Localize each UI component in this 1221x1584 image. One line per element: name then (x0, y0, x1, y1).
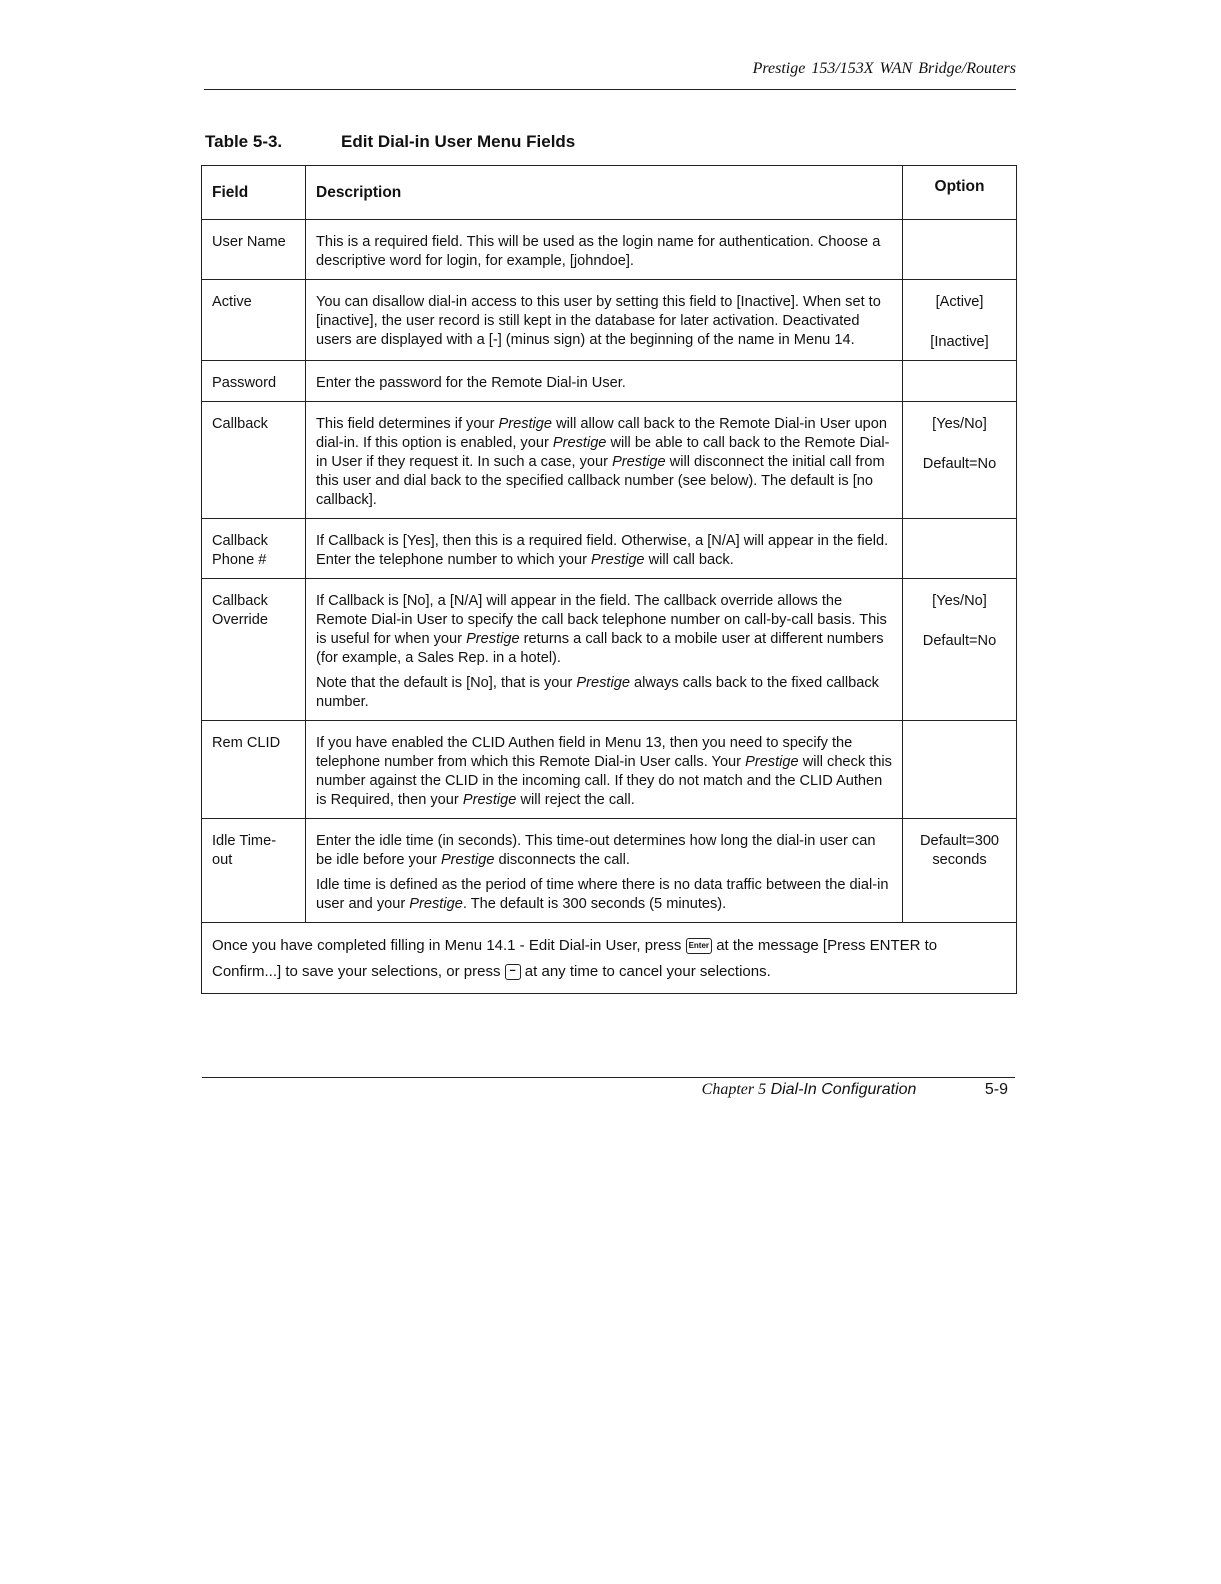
option-value: [Yes/No] (932, 416, 987, 432)
description-paragraph: If Callback is [No], a [N/A] will appear in the field. The callback override allows the Remote Dial-in User to specify the call back telephone number on call-by-call basis. This is useful for when your Prestige returns a call back to a mobile user at different numbers (for example, a Sales Rep. in a hotel). (316, 593, 887, 666)
field-option (903, 280, 1017, 361)
footer-note-text-2: at the message [Press ENTER to Confirm...] to save your selections, or press (212, 937, 938, 980)
description-paragraph: Idle time is defined as the period of time where there is no data traffic between the dial-in user and your Prestige. The default is 300 seconds (5 minutes). (316, 877, 889, 912)
footer-note-row (202, 923, 1017, 994)
option-value: [Inactive] (930, 334, 989, 350)
field-name: Callback Override (202, 579, 306, 721)
footer-chapter-title: Dial-In Configuration (770, 1081, 917, 1098)
option-value: Default=No (922, 633, 997, 649)
description-paragraph: This field determines if your Prestige will allow call back to the Remote Dial-in User upon dial-in. If this option is enabled, your Prestige will be able to call back to the Remote Dial-in User if they request it. In such a case, your Prestige will disconnect the initial call from this user and dial back to the specified callback number (see below). The default is [no callback]. (316, 416, 890, 508)
field-option (903, 721, 1017, 819)
footer-chapter: Chapter 5 (701, 1081, 767, 1098)
field-description (306, 361, 903, 402)
table-row (202, 519, 1017, 579)
field-name: Callback (202, 402, 306, 519)
field-option (903, 220, 1017, 280)
field-option (903, 402, 1017, 519)
header-rule (204, 89, 1016, 90)
option-value: Default=No (922, 456, 997, 472)
description-paragraph: If Callback is [Yes], then this is a required field. Otherwise, a [N/A] will appear in the field. Enter the telephone number to which your Prestige will call back. (316, 533, 889, 568)
running-header: Prestige 153/153X WAN Bridge/Routers (752, 60, 1016, 77)
table-row (202, 361, 1017, 402)
field-description (306, 819, 903, 923)
table-row (202, 280, 1017, 361)
field-description (306, 220, 903, 280)
option-value: [Active] (935, 294, 984, 310)
description-paragraph: If you have enabled the CLID Authen field in Menu 13, then you need to specify the telephone number from which this Remote Dial-in User calls. Your Prestige will check this number against the CLID in the incoming call. If they do not match and the CLID Authen is Required, then your Prestige will reject the call. (316, 735, 892, 808)
field-name: Callback Phone # (202, 519, 306, 579)
page-footer (202, 1081, 1008, 1099)
option-value: Default=300 seconds (919, 833, 1000, 868)
table-caption (205, 132, 575, 152)
field-option (903, 819, 1017, 923)
footer-note-text-3: at any time to cancel your selections. (524, 963, 771, 980)
table-body (202, 220, 1017, 923)
footer-note-text-1: Once you have completed filling in Menu 14.1 - Edit Dial-in User, press (212, 937, 682, 954)
table-row (202, 721, 1017, 819)
column-header-field: Field (202, 166, 306, 220)
field-name: Active (202, 280, 306, 361)
description-paragraph: Enter the idle time (in seconds). This time-out determines how long the dial-in user can be idle before your Prestige disconnects the call. (316, 833, 876, 868)
table-number: Table 5-3. (205, 132, 283, 151)
table-row (202, 579, 1017, 721)
field-name: Password (202, 361, 306, 402)
field-option (903, 361, 1017, 402)
description-paragraph: Enter the password for the Remote Dial-in User. (316, 375, 626, 391)
table-row (202, 402, 1017, 519)
footer-note (202, 923, 1017, 994)
option-value: [Yes/No] (932, 593, 987, 609)
field-description (306, 280, 903, 361)
column-header-description: Description (306, 166, 903, 220)
field-name: User Name (202, 220, 306, 280)
field-name: Rem CLID (202, 721, 306, 819)
description-paragraph: Note that the default is [No], that is your Prestige always calls back to the fixed callback number. (316, 675, 879, 710)
column-header-option: Option (903, 166, 1017, 220)
table-header-row (202, 166, 1017, 220)
field-description (306, 579, 903, 721)
table-row (202, 220, 1017, 280)
field-description (306, 402, 903, 519)
field-description (306, 519, 903, 579)
dial-in-user-fields-table (201, 165, 1017, 994)
field-description (306, 721, 903, 819)
esc-key-icon: − (505, 964, 521, 980)
field-name: Idle Time-out (202, 819, 306, 923)
footer-rule (202, 1077, 1015, 1078)
description-paragraph: This is a required field. This will be used as the login name for authentication. Choose a descriptive word for login, for example, [johndoe]. (316, 234, 881, 269)
page-number: 5-9 (984, 1081, 1008, 1098)
enter-key-icon: Enter (686, 938, 712, 954)
table-title: Edit Dial-in User Menu Fields (341, 132, 576, 151)
field-option (903, 519, 1017, 579)
description-paragraph: You can disallow dial-in access to this user by setting this field to [Inactive]. When set to [inactive], the user record is still kept in the database for later activation. Deactivated users are displayed with a [-] (minus sign) at the beginning of the name in Menu 14. (316, 294, 881, 348)
table-row (202, 819, 1017, 923)
field-option (903, 579, 1017, 721)
